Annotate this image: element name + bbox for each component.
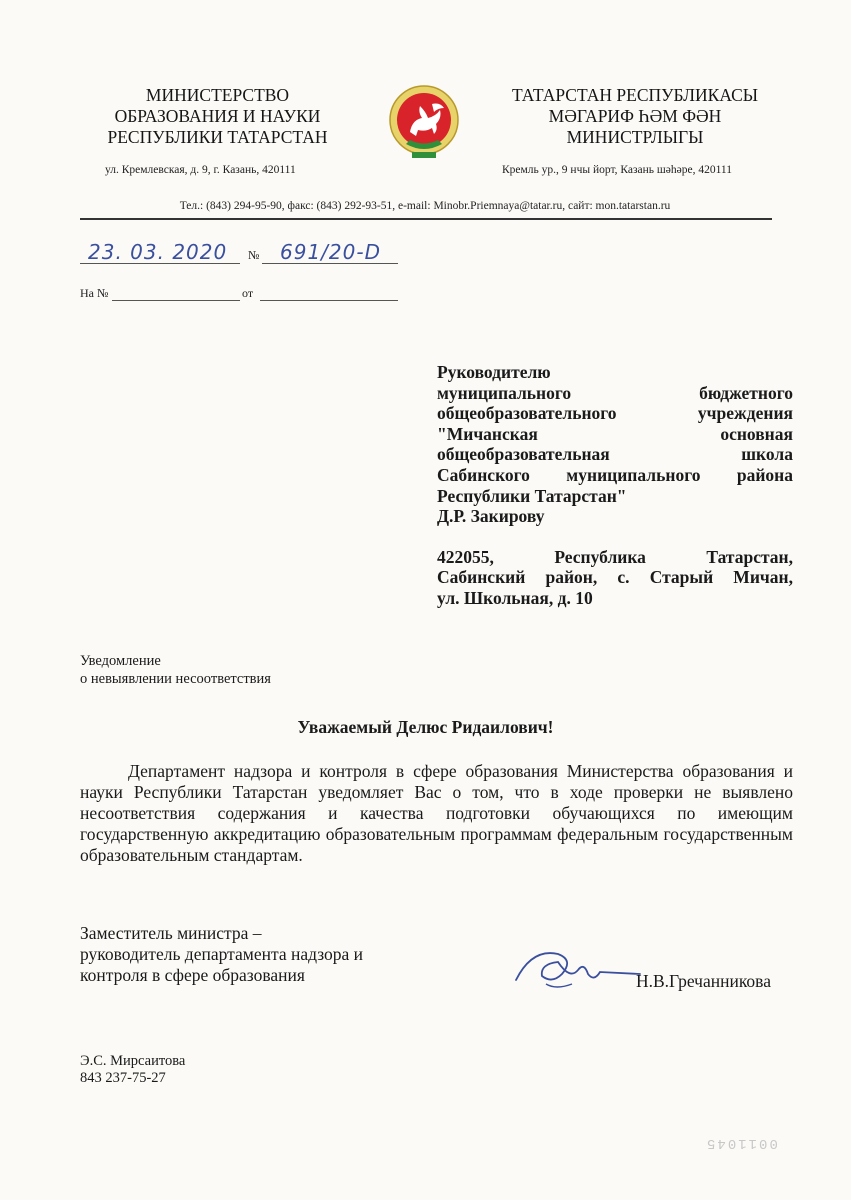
recipient-line: "Мичанская основная — [437, 423, 793, 444]
number-underline — [262, 263, 398, 264]
executor-block — [80, 1053, 185, 1087]
recipient-address-line: Сабинский район, с. Старый Мичан, — [437, 567, 793, 588]
signatory-name: Н.В.Гречанникова — [636, 971, 771, 991]
address-ru: ул. Кремлевская, д. 9, г. Казань, 420111 — [105, 164, 296, 176]
ministry-name-ru-line-1: МИНИСТЕРСТВО — [145, 85, 290, 105]
reference-line — [80, 286, 398, 306]
reference-date-label: от — [242, 286, 254, 300]
registration-number-label: № — [248, 248, 260, 262]
ministry-name-tt — [480, 85, 790, 148]
ministry-name-ru — [80, 85, 355, 148]
executor-name: Э.С. Мирсаитова — [80, 1053, 186, 1069]
ministry-name-tt-line-3: МИНИСТРЛЫГЫ — [566, 127, 704, 147]
registration-number: 691/20-D — [280, 240, 381, 264]
recipient-line: Республики Татарстан" — [437, 485, 627, 506]
notice-subject — [80, 652, 271, 688]
signatory-title-line-3: контроля в сфере образования — [80, 965, 305, 985]
recipient-line: Сабинского муниципального района — [437, 464, 793, 485]
date-underline — [80, 263, 240, 264]
notice-line-1: Уведомление — [80, 653, 161, 669]
signatory-title-line-1: Заместитель министра – — [80, 923, 262, 943]
address-tt: Кремль ур., 9 нчы йорт, Казань шәһәре, 420111 — [502, 164, 732, 176]
ministry-name-ru-line-3: РЕСПУБЛИКИ ТАТАРСТАН — [107, 127, 328, 147]
handwritten-signature — [512, 940, 642, 1000]
recipient-line: общеобразовательного учреждения — [437, 403, 793, 424]
tatarstan-coat-of-arms-icon — [388, 82, 460, 162]
contact-line: Тел.: (843) 294-95-90, факс: (843) 292-93-51, e-mail: Minobr.Priemnaya@tatar.ru, сайт: mon.tatarstan.ru — [179, 200, 671, 212]
form-serial-number: 0011045 — [705, 1135, 778, 1151]
recipient-address-line: 422055, Республика Татарстан, — [437, 546, 793, 567]
reference-number-underline — [112, 300, 240, 301]
letter-body-text: Департамент надзора и контроля в сфере образования Министерства образования и науки Республики Татарстан уведомляет Вас о том, что в ходе проверки не выявлено несоответствия содержания и качества подготовки обучающихся по имеющим государственную аккредитацию образовательным программам федеральным государственным образовательным стандартам. — [80, 761, 793, 865]
recipient-line: муниципального бюджетного — [437, 382, 793, 403]
recipient-spacer — [437, 527, 793, 547]
reference-date-underline — [260, 300, 398, 301]
recipient-line: Руководителю — [437, 362, 551, 382]
registration-date: 23. 03. 2020 — [88, 240, 228, 264]
recipient-line: общеобразовательная школа — [437, 444, 793, 465]
signatory-title — [80, 923, 363, 986]
recipient-name: Д.Р. Закирову — [437, 506, 545, 527]
salutation: Уважаемый Делюс Ридаилович! — [297, 717, 554, 737]
recipient-block — [437, 362, 793, 609]
registration-line — [80, 236, 398, 266]
signatory-title-line-2: руководитель департамента надзора и — [80, 944, 364, 964]
ministry-name-tt-line-2: МӘГАРИФ ҺӘМ ФӘН — [548, 106, 722, 126]
header-divider — [80, 218, 772, 220]
recipient-address-line: ул. Школьная, д. 10 — [437, 587, 593, 608]
reference-number-label: На № — [80, 286, 109, 300]
letter-body — [80, 761, 793, 866]
notice-line-2: о невыявлении несоответствия — [80, 671, 271, 687]
executor-phone: 843 237-75-27 — [80, 1070, 166, 1086]
ministry-name-ru-line-2: ОБРАЗОВАНИЯ И НАУКИ — [114, 106, 321, 126]
ministry-name-tt-line-1: ТАТАРСТАН РЕСПУБЛИКАСЫ — [511, 85, 759, 105]
